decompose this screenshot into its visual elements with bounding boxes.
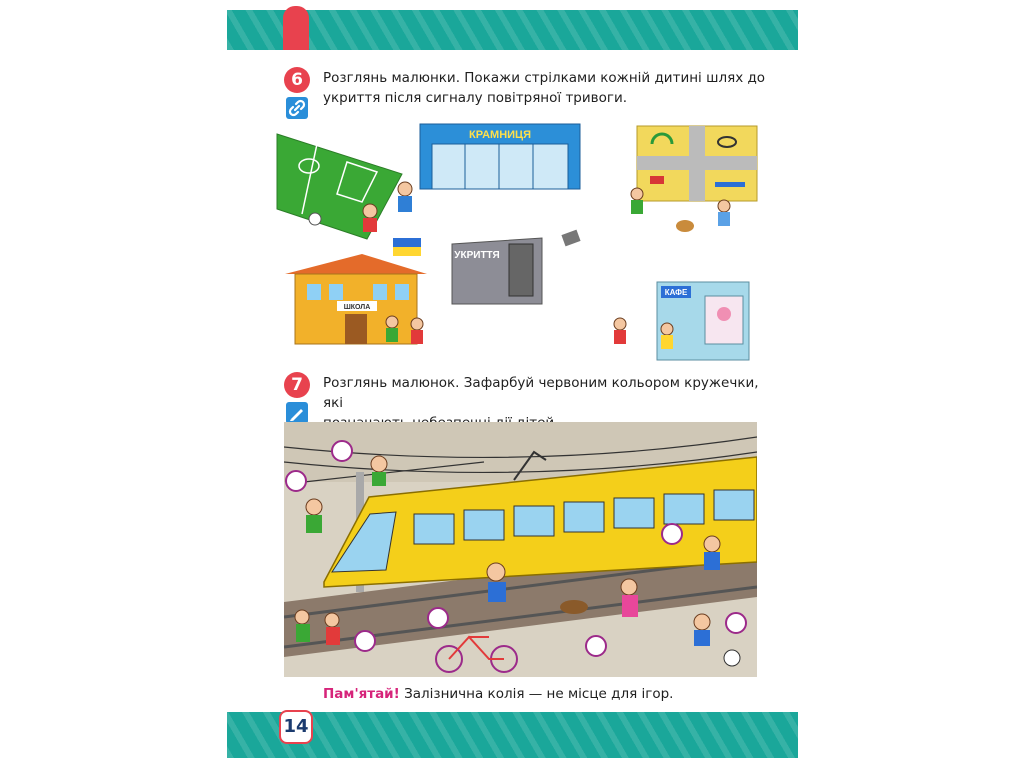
football-field <box>277 134 402 239</box>
answer-circle[interactable] <box>725 612 747 634</box>
pencil-icon <box>286 402 308 424</box>
task6-text-line2: укриття після сигналу повітряної тривоги. <box>323 90 628 106</box>
top-band <box>227 10 798 50</box>
answer-circle[interactable] <box>585 635 607 657</box>
shelter-sign: УКРИТТЯ <box>454 250 500 261</box>
task7-text-line1: Розглянь малюнок. Зафарбуй червоним кольором кружечки, які <box>323 375 759 411</box>
answer-circle[interactable] <box>285 470 307 492</box>
task6-illustration <box>227 114 798 364</box>
answer-circle[interactable] <box>427 607 449 629</box>
answer-circle[interactable] <box>331 440 353 462</box>
task6-number: 6 <box>284 67 310 93</box>
school-sign: ШКОЛА <box>343 304 371 311</box>
page-number: 14 <box>279 710 313 744</box>
remember-note <box>323 686 673 702</box>
playground <box>637 126 757 201</box>
task6-text-line1: Розглянь малюнки. Покажи стрілками кожній дитині шлях до <box>323 70 766 86</box>
answer-circle[interactable] <box>661 523 683 545</box>
task6-text <box>323 68 773 108</box>
cafe-sign: КАФЕ <box>664 288 688 297</box>
shelter-building <box>452 230 581 304</box>
answer-circle[interactable] <box>354 630 376 652</box>
remember-key: Пам'ятай! <box>323 686 400 702</box>
bookmark-tab <box>283 6 309 50</box>
task7-number: 7 <box>284 372 310 398</box>
school-building <box>285 238 427 344</box>
remember-text: Залізнична колія — не місце для ігор. <box>404 686 674 702</box>
textbook-page <box>227 10 798 758</box>
shop-sign: КРАМНИЦЯ <box>469 129 531 141</box>
shop-building <box>420 124 580 189</box>
